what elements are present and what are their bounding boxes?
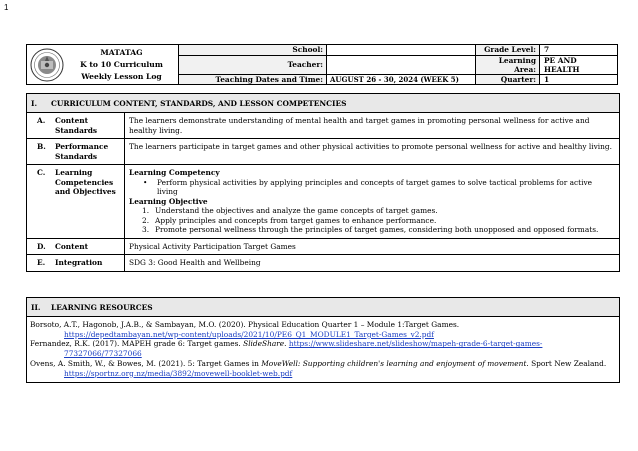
reference-text: Borsoto, A.T., Hagonob, J.A.B., & Sambayan, M.O. (2020). Physical Education Quarter 1 – Module 1:Target Games. [30,320,460,329]
reference-text: Fernandez, R.K. (2017). MAPEH grade 6: Target games. [30,339,244,349]
quarter-value: 1 [544,74,550,84]
objective-text: Promote personal wellness through the principles of target games, considering both unopposed and opposed formats. [155,225,599,234]
row-content: Physical Activity Participation Target Games [129,241,296,251]
page-number: 1 [4,3,9,12]
section-title: CURRICULUM CONTENT, STANDARDS, AND LESSON COMPETENCIES [51,98,347,108]
row-content: The learners participate in target games and other physical activities to promote personal wellness for active and healthy living. [129,142,612,151]
objective-number: 1. [142,206,150,215]
reference-text: . [284,339,289,349]
reference-item [30,339,616,358]
curriculum-title [67,47,176,83]
reference-link[interactable]: https://depedtambayan.net/wp-content/uploads/2021/10/PE6_Q1_MODULE1_Target-Games_v2.pdf [64,329,434,339]
content-standards-row [27,113,619,139]
objective-item [129,206,615,216]
competency-text: Perform physical activities by applying principles and concepts of target games to solve tactical problems for active living [157,177,593,196]
reference-source: MoveWell: Supporting children's learning and enjoyment of movement [261,358,527,368]
objective-item [129,225,615,235]
competency-item [129,178,615,197]
deped-seal-icon [30,48,64,82]
reference-item [30,359,616,378]
section-number: II. [31,302,41,312]
header-fields [179,45,617,84]
bullet-icon: • [143,177,148,187]
row-label [27,113,125,138]
row-letter: B. [37,142,46,151]
school-label: School: [179,45,327,55]
row-letter: A. [37,116,46,125]
row-content: SDG 3: Good Health and Wellbeing [129,258,261,267]
reference-list [27,317,619,381]
row-content [125,165,619,238]
content-row [27,239,619,256]
grade-value: 7 [544,45,550,55]
org-line: K to 10 Curriculum [80,60,163,69]
performance-standards-row [27,139,619,165]
objective-number: 3. [142,225,150,234]
objective-heading: Learning Objective [129,196,208,206]
org-line: Weekly Lesson Log [81,72,162,81]
header-row-school [179,45,617,56]
row-label-text: Integration [55,258,103,267]
integration-row [27,255,619,271]
row-label-text: Content Standards [55,116,98,135]
row-label [27,239,125,255]
header-row-dates [179,75,617,85]
reference-text: Ovens, A. Smith, W., & Bowes, M. (2021). 5: Target Games in [30,358,262,368]
teacher-label: Teacher: [179,56,327,74]
reference-text: . Sport New Zealand. [526,358,607,368]
row-label [27,139,125,164]
lesson-log-header [26,44,618,85]
area-label: Learning Area: [476,56,540,74]
curriculum-section [26,93,620,272]
row-label [27,255,125,271]
reference-link[interactable]: 77327066/77327066 [64,349,142,359]
reference-source: SlideShare [243,339,285,349]
row-label [27,165,125,238]
row-letter: D. [37,241,46,251]
objective-number: 2. [142,215,150,225]
school-value [327,45,476,55]
reference-link[interactable]: https://sportnz.org.nz/media/3892/movewell-booklet-web.pdf [64,368,293,378]
objective-item [129,216,615,226]
teacher-value [327,56,476,74]
org-line: MATATAG [100,48,143,57]
reference-link[interactable]: https://www.slideshare.net/slideshow/mapeh-grade-6-target-games- [288,339,543,349]
competencies-row [27,165,619,239]
learning-resources-section [26,297,620,383]
row-letter: C. [37,168,46,177]
header-branding [27,45,179,84]
row-letter: E. [37,258,46,267]
dates-label: Teaching Dates and Time: [179,75,327,85]
row-content: The learners demonstrate understanding of mental health and target games in promoting personal wellness for active and healthy living. [129,116,590,135]
quarter-label: Quarter: [476,75,540,85]
dates-value: AUGUST 26 - 30, 2024 (WEEK 5) [327,75,476,85]
section-number: I. [31,98,38,108]
objective-text: Understand the objectives and analyze the game concepts of target games. [155,206,438,215]
section-heading [27,298,619,317]
reference-item [30,320,616,339]
objective-text: Apply principles and concepts from target games to enhance performance. [155,215,437,225]
section-heading [27,94,619,113]
row-label-text: Content [55,241,89,251]
row-label-text: Learning Competencies and Objectives [55,168,116,196]
area-value: PE AND HEALTH [544,55,580,74]
section-title: LEARNING RESOURCES [51,302,153,312]
header-row-teacher [179,56,617,75]
row-label-text: Performance Standards [55,142,109,161]
competency-heading: Learning Competency [129,168,220,177]
grade-label: Grade Level: [476,45,540,55]
